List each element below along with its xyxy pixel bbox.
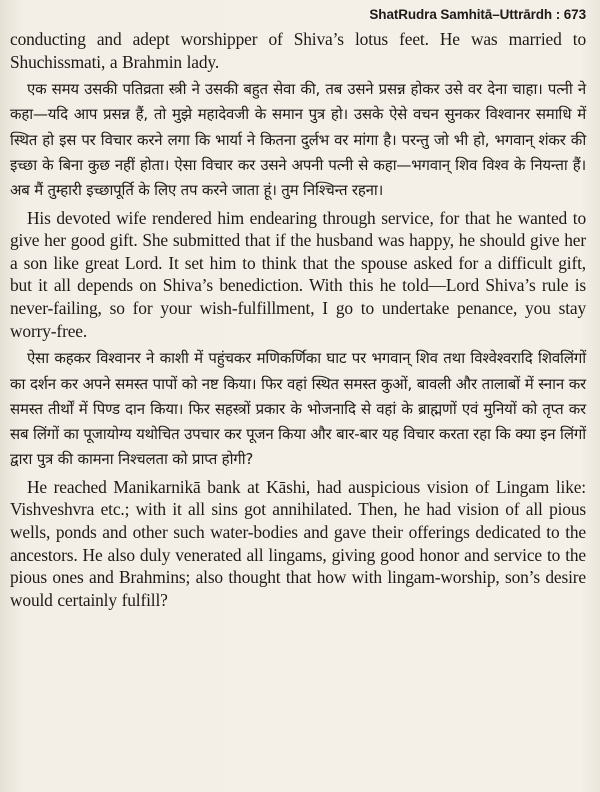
paragraph-hindi-2: ऐसा कहकर विश्वानर ने काशी में पहुंचकर मणिकर्णिका घाट पर भगवान् शिव तथा विश्वेश्वरादि शिवलिंगों का दर्शन कर अपने समस्त पापों को नष्ट किया। फिर वहां स्थित समस्त कुओं, बावली और तालाबों में स्नान कर समस्त तीर्थों में पिण्ड दान किया। फिर सहस्त्रों प्रकार के भोजनादि से वहां के ब्राह्मणों एवं मुनियों को तृप्त कर सब लिंगों का पूजायोग्य यथोचित उपचार कर पूजन किया और बार-बार यह विचार करता रहा कि क्या इन लिंगों द्वारा पुत्र की कामना निश्चलता को प्राप्त होगी? bbox=[10, 349, 586, 469]
running-header: ShatRudra Samhitā–Uttrārdh : 673 bbox=[369, 7, 586, 22]
paragraph-english-1: conducting and adept worshipper of Shiva’s lotus feet. He was married to Shuchissmati, a Brahmin lady. bbox=[10, 29, 586, 72]
paragraph-english-3: He reached Manikarnikā bank at Kāshi, had auspicious vision of Lingam like: Vishveshvra etc.; with it all sins got annihilated. Then, he had vision of all pious wells, ponds and other such water-bodies and gave their offerings dedicated to the ancestors. He also duly venerated all lingams, giving good honor and service to the pious ones and Brahmins; also thought that how with lingam-worship, son’s desire would certainly fulfill? bbox=[10, 476, 586, 610]
paragraph-hindi-1: एक समय उसकी पतिव्रता स्त्री ने उसकी बहुत सेवा की, तब उसने प्रसन्न होकर उसे वर देना चाहा। पत्नी ने कहा—यदि आप प्रसन्न हैं, तो मुझे महादेवजी के समान पुत्र हो। उसके ऐसे वचन सुनकर विश्वानर समाधि में स्थित हो इस पर विचार करने लगा कि भार्या ने कितना दुर्लभ वर मांगा है। परन्तु जो भी हो, भगवान् शंकर की इच्छा के बिना कुछ नहीं होता। ऐसा विचार कर उसने अपनी पत्नी से कहा—भगवान् शिव विश्व के नियन्ता हैं। अब मैं तुम्हारी इच्छापूर्ति के लिए तप करने जाता हूं। तुम निश्चिन्त रहना। bbox=[10, 80, 586, 200]
paragraph-english-2: His devoted wife rendered him endearing through service, for that he wanted to give her good gift. She submitted that if the husband was happy, he should give her a son like great Lord. It set him to think that the spouse asked for a difficult gift, but it all depends on Shiva’s benediction. With this he told—Lord Shiva’s rule is never-failing, so for your wish-fulfillment, I go to undertake penance, you stay worry-free. bbox=[10, 207, 586, 341]
